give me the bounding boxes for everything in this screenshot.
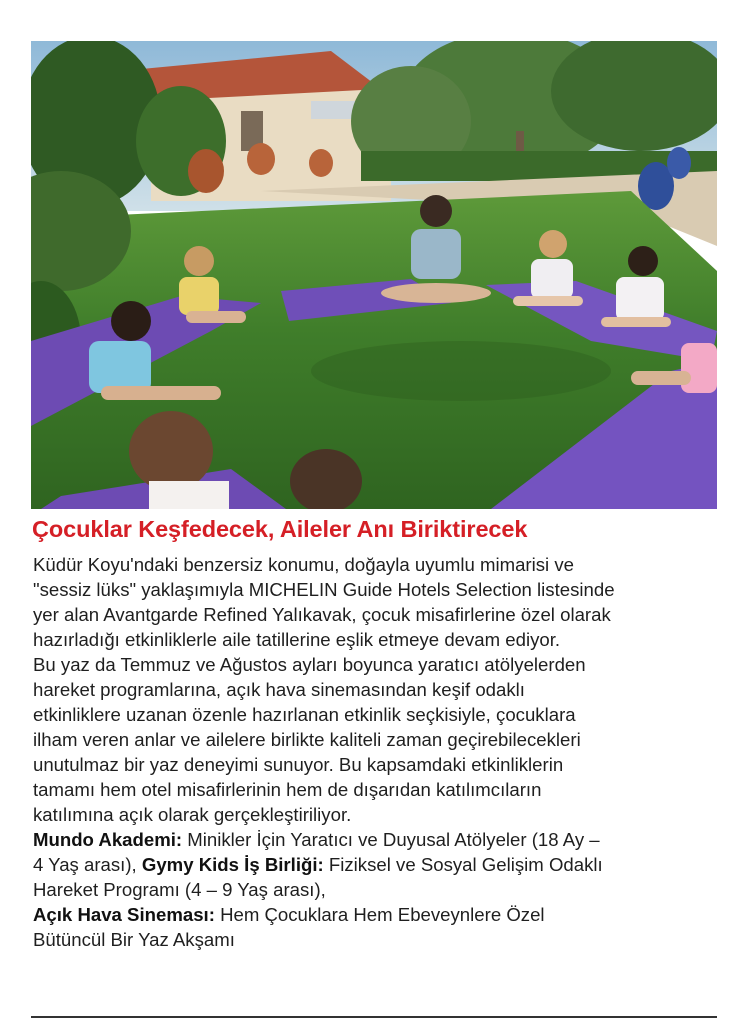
- program-line: Bütüncül Bir Yaz Akşamı: [33, 929, 235, 950]
- program-description: Hem Çocuklara Hem Ebeveynlere Özel: [214, 904, 545, 925]
- program-name-mundo-akademi: Mundo Akademi:: [33, 829, 183, 850]
- text-line: ilham veren anlar ve ailelere birlikte kaliteli zaman geçirebilecekleri: [33, 729, 581, 750]
- body-paragraph: [33, 652, 723, 827]
- text-line: tamamı hem otel misafirlerinin hem de dışarıdan katılımcıların: [33, 779, 542, 800]
- program-description: Minikler İçin Yaratıcı ve Duyusal Atölyeler (18 Ay –: [182, 829, 600, 850]
- text-line: Küdür Koyu'ndaki benzersiz konumu, doğayla uyumlu mimarisi ve: [33, 554, 574, 575]
- text-line: yer alan Avantgarde Refined Yalıkavak, çocuk misafirlerine özel olarak: [33, 604, 611, 625]
- text-line: "sessiz lüks" yaklaşımıyla MICHELIN Guide Hotels Selection listesinde: [33, 579, 615, 600]
- text-line: etkinliklere uzanan özenle hazırlanan etkinlik seçkisiyle, çocuklara: [33, 704, 576, 725]
- program-description: 4 Yaş arası),: [33, 854, 142, 875]
- text-line: hareket programlarına, açık hava sinemasından keşif odaklı: [33, 679, 525, 700]
- program-line: [33, 902, 723, 927]
- article-headline: Çocuklar Keşfedecek, Aileler Anı Biriktirecek: [32, 516, 528, 542]
- program-line: [33, 827, 723, 852]
- program-description: Fiziksel ve Sosyal Gelişim Odaklı: [323, 854, 603, 875]
- program-name-acik-hava-sinemasi: Açık Hava Sineması:: [33, 904, 215, 925]
- article-body: [33, 552, 723, 952]
- program-name-gymy-kids: Gymy Kids İş Birliği:: [141, 854, 324, 875]
- intro-paragraph: [33, 552, 723, 652]
- text-line: unutulmaz bir yaz deneyimi sunuyor. Bu kapsamdaki etkinliklerin: [33, 754, 564, 775]
- text-line: katılımına açık olarak gerçekleştiriliyor.: [33, 804, 352, 825]
- programs-list: [33, 827, 723, 952]
- bottom-divider: [31, 1016, 717, 1018]
- text-line: Bu yaz da Temmuz ve Ağustos ayları boyunca yaratıcı atölyelerden: [33, 654, 586, 675]
- article-photo-children-yoga-on-lawn: [31, 41, 717, 509]
- text-line: hazırladığı etkinliklerle aile tatillerine eşlik etmeye devam ediyor.: [33, 629, 561, 650]
- program-line: Hareket Programı (4 – 9 Yaş arası),: [33, 879, 326, 900]
- program-line: [33, 852, 723, 877]
